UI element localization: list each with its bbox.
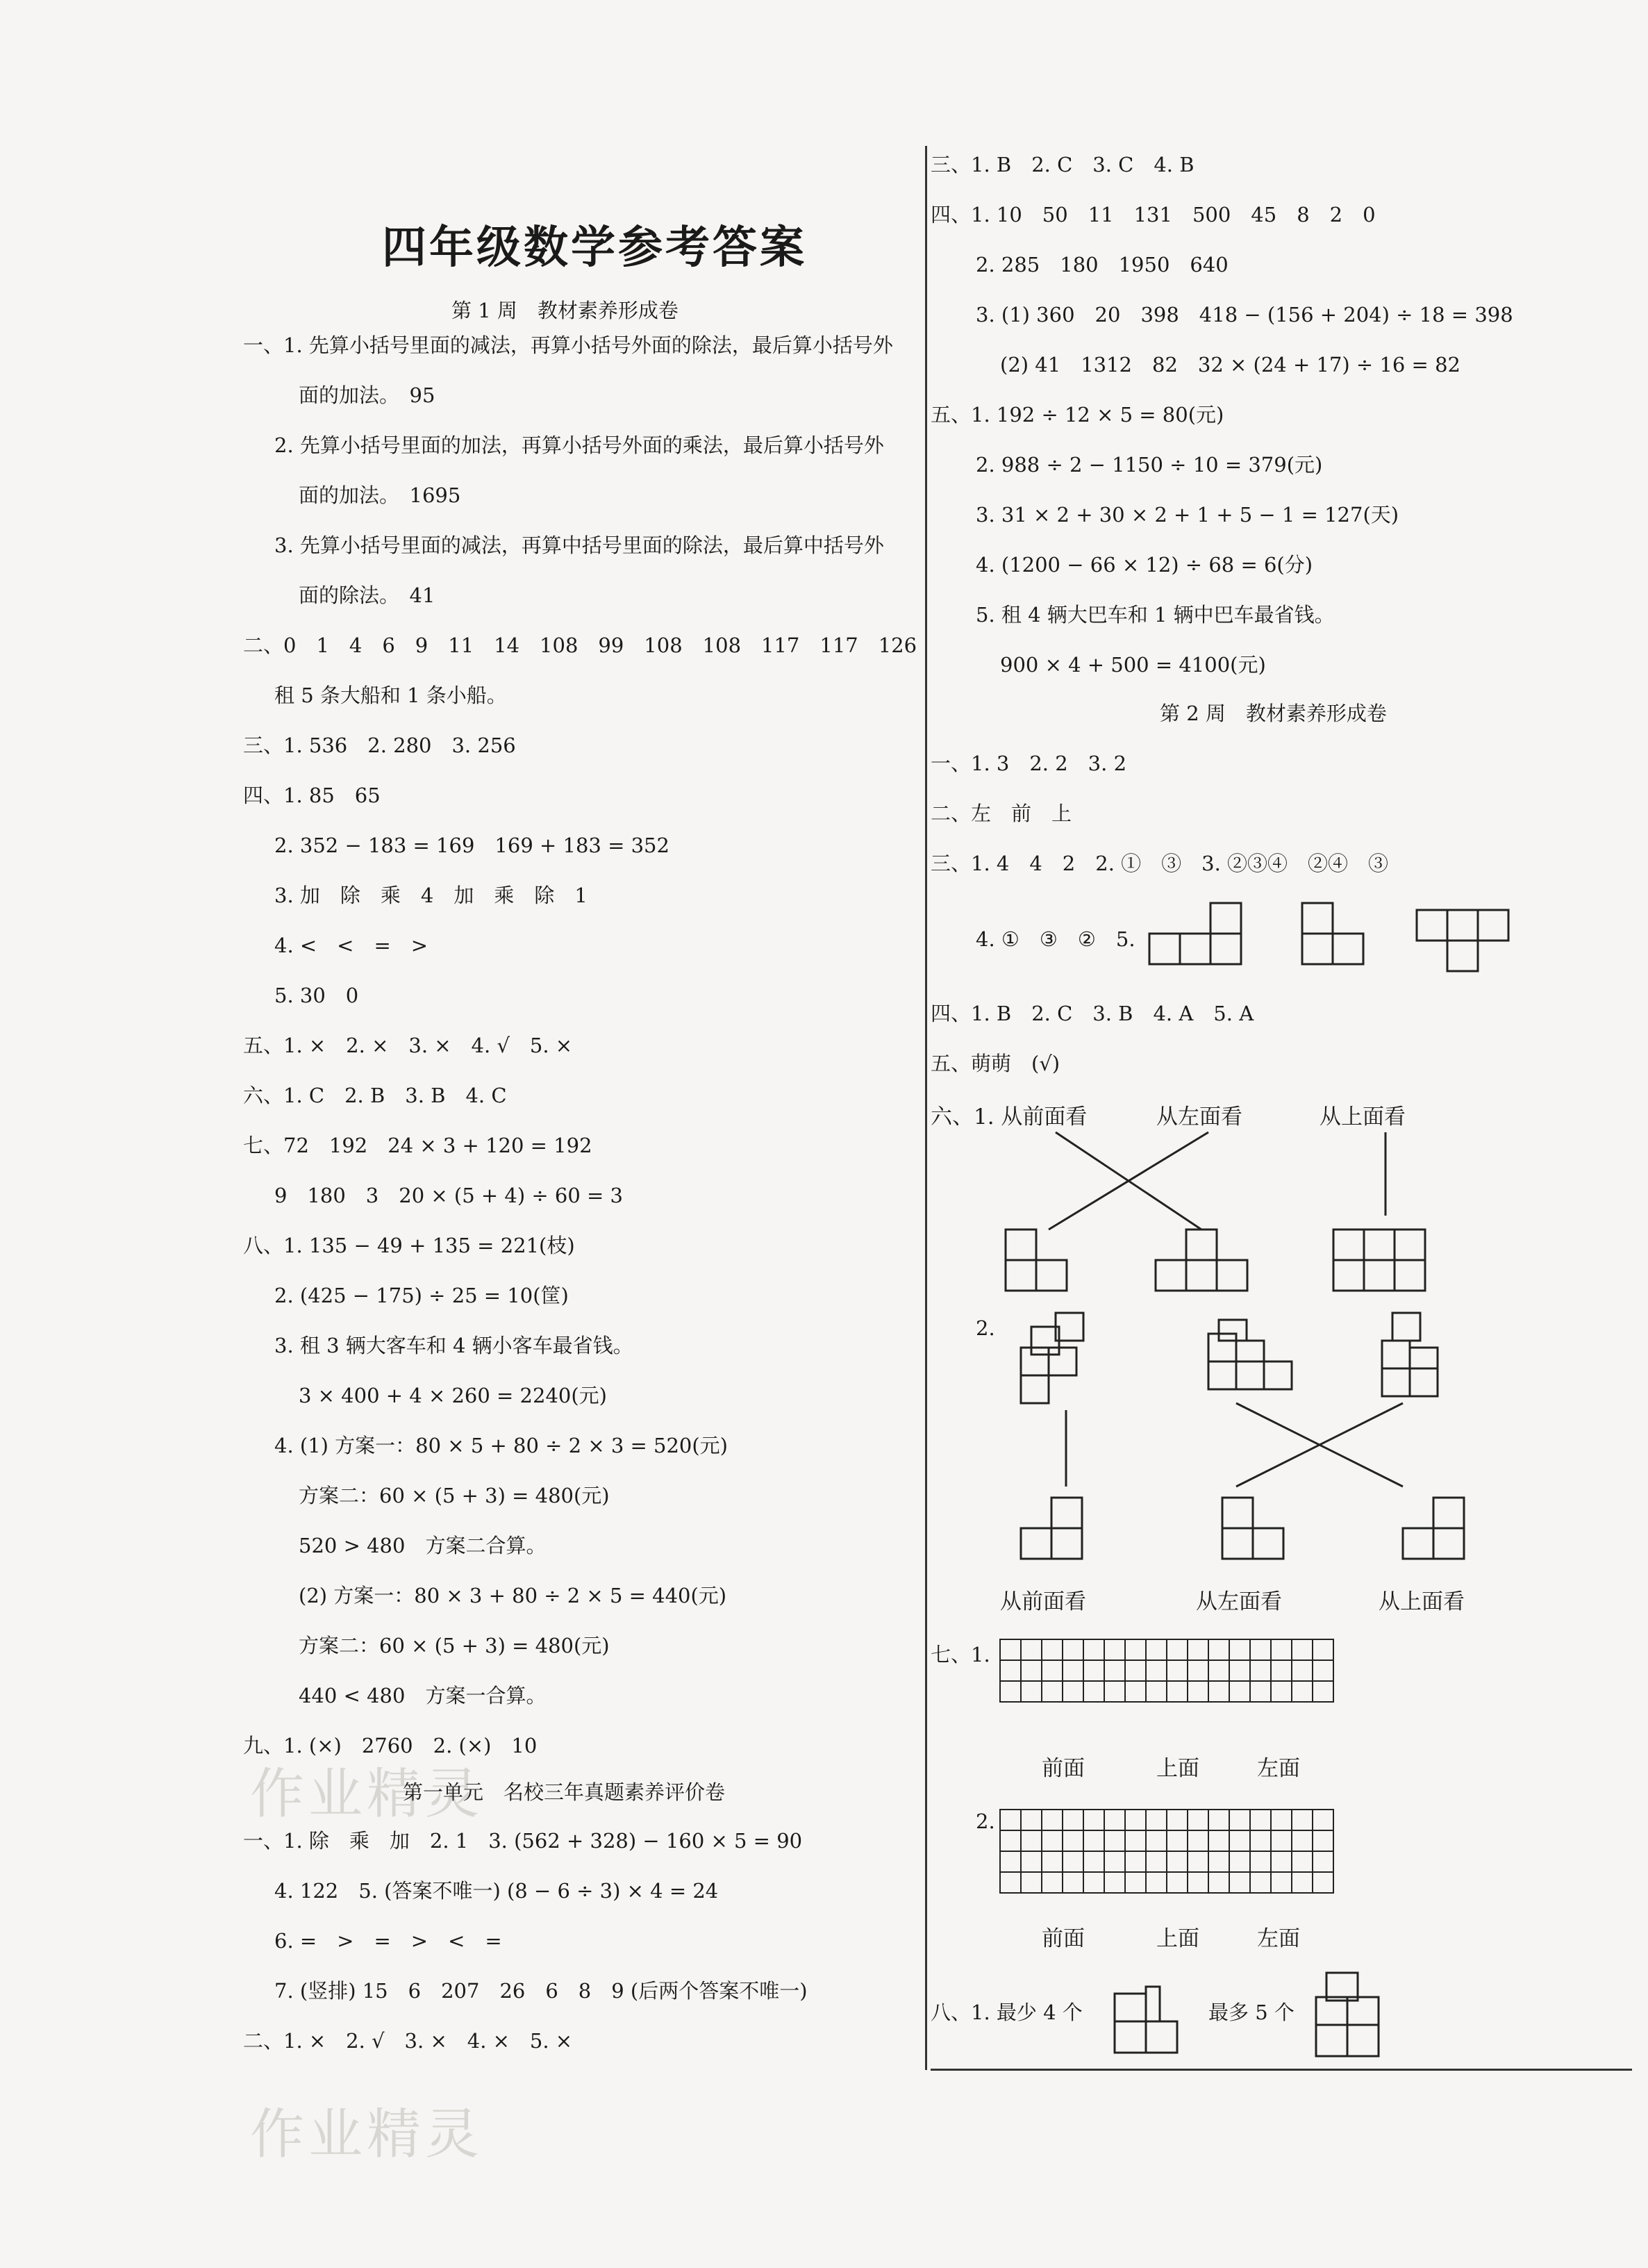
grid-cell [1104,1872,1125,1893]
grid-label-left-2: 左面 [1257,1926,1300,1951]
answer-line: 2. 285 180 1950 640 [976,253,1229,276]
answer-line: 一、1. 3 2. 2 3. 2 [931,752,1127,775]
answer-line: 面的加法。 1695 [299,483,461,507]
grid-cell [1125,1830,1146,1851]
grid-label-top: 上面 [1156,1756,1199,1781]
grid-cell [1271,1830,1292,1851]
grid-answer-1 [1000,1639,1347,1750]
grid-cell [1250,1851,1271,1872]
answer-line: 九、1. (×) 2760 2. (×) 10 [243,1734,538,1757]
answer-line: 3. 租 3 辆大客车和 4 辆小客车最省钱。 [274,1334,633,1357]
grid-cell [1000,1810,1021,1830]
view-label-left: 从左面看 [1156,1104,1242,1129]
grid-cell [1042,1810,1063,1830]
grid-answer-2 [1000,1810,1347,1900]
grid-cell [1271,1660,1292,1681]
answer-line: 八、1. 135 − 49 + 135 = 221(枝) [243,1234,575,1257]
cube-max [1313,1969,1396,2063]
grid-cell [1063,1851,1083,1872]
grid-cell [1125,1810,1146,1830]
grid-cell [1000,1639,1021,1660]
view-label-top-2: 从上面看 [1379,1589,1465,1614]
answer-line: 6. = > = > < = [274,1929,502,1953]
answer-line: 4. 122 5. (答案不唯一) (8 − 6 ÷ 3) × 4 = 24 [274,1879,719,1903]
grid-cell [1250,1660,1271,1681]
answer-line: 最多 5 个 [1208,2001,1295,2024]
answer-line: 4. (1) 方案一：80 × 5 + 80 ÷ 2 × 3 = 520(元) [274,1434,728,1457]
answer-line: 2. [976,1316,995,1340]
grid-cell [1167,1810,1188,1830]
grid-cell [1292,1810,1313,1830]
section-heading: 第 1 周 教材素养形成卷 [451,299,679,322]
grid-cell [1063,1872,1083,1893]
answer-line: 三、1. 536 2. 280 3. 256 [243,734,516,757]
grid-cell [1125,1639,1146,1660]
answer-line: 八、1. 最少 4 个 [931,2001,1083,2024]
grid-cell [1208,1660,1229,1681]
grid-cell [1188,1639,1208,1660]
answer-line: 一、1. 先算小括号里面的减法，再算小括号外面的除法，最后算小括号外 [243,333,893,357]
view-shape-3 [1417,910,1521,972]
grid-cell [1000,1851,1021,1872]
answer-line: 四、1. 85 65 [243,784,381,807]
answer-line: 四、1. B 2. C 3. B 4. A 5. A [931,1002,1254,1025]
grid-cell [1292,1851,1313,1872]
answer-line: 3. 加 除 乘 4 加 乘 除 1 [274,884,588,907]
grid-cell [1250,1830,1271,1851]
answer-line: (2) 41 1312 82 32 × (24 + 17) ÷ 16 = 82 [1000,353,1460,376]
grid-cell [1042,1639,1063,1660]
answer-line: 900 × 4 + 500 = 4100(元) [1000,653,1266,677]
grid-cell [1250,1872,1271,1893]
view-label-top: 从上面看 [1320,1104,1406,1129]
answer-line: 七、72 192 24 × 3 + 120 = 192 [243,1134,592,1157]
grid-cell [1146,1830,1167,1851]
grid-cell [1167,1639,1188,1660]
grid-cell [1229,1660,1250,1681]
grid-cell [1146,1851,1167,1872]
grid-cell [1188,1810,1208,1830]
grid-cell [1021,1639,1042,1660]
grid-cell [1292,1681,1313,1702]
grid-cell [1104,1810,1125,1830]
answer-line: 二、左 前 上 [931,802,1072,825]
answer-line: 2. 先算小括号里面的加法，再算小括号外面的乘法，最后算小括号外 [274,433,884,457]
answer-line: 4. (1200 − 66 × 12) ÷ 68 = 6(分) [976,553,1313,577]
grid-cell [1125,1660,1146,1681]
grid-cell [1229,1681,1250,1702]
grid-cell [1250,1639,1271,1660]
grid-cell [1083,1830,1104,1851]
grid-cell [1125,1681,1146,1702]
grid-cell [1104,1681,1125,1702]
watermark: 作业精灵 [250,2103,484,2166]
grid-cell [1229,1872,1250,1893]
answer-line: 4. ① ③ ② 5. [976,927,1135,951]
grid-cell [1104,1830,1125,1851]
answer-line: 五、1. 192 ÷ 12 × 5 = 80(元) [931,403,1224,427]
answer-line: 2. [976,1810,995,1833]
grid-cell [1146,1681,1167,1702]
grid-cell [1250,1810,1271,1830]
grid-cell [1104,1660,1125,1681]
grid-cell [1313,1810,1333,1830]
answer-line: 五、萌萌 (√) [931,1052,1060,1075]
grid-cell [1167,1851,1188,1872]
grid-cell [1146,1810,1167,1830]
answer-line: 2. 988 ÷ 2 − 1150 ÷ 10 = 379(元) [976,453,1323,477]
grid-cell [1021,1660,1042,1681]
grid-cell [1000,1681,1021,1702]
grid-cell [1146,1639,1167,1660]
grid-cell [1042,1830,1063,1851]
grid-cell [1083,1639,1104,1660]
grid-cell [1313,1660,1333,1681]
answer-line: 方案二：60 × (5 + 3) = 480(元) [299,1484,610,1507]
grid-cell [1063,1639,1083,1660]
grid-cell [1146,1872,1167,1893]
answer-line: 3. 先算小括号里面的减法，再算中括号里面的除法，最后算中括号外 [274,533,884,557]
answer-line: 3. 31 × 2 + 30 × 2 + 1 + 5 − 1 = 127(天) [976,503,1399,527]
grid-cell [1063,1681,1083,1702]
grid-cell [1104,1851,1125,1872]
grid-cell [1229,1830,1250,1851]
grid-cell [1313,1872,1333,1893]
grid-cell [1292,1639,1313,1660]
answer-line: 方案二：60 × (5 + 3) = 480(元) [299,1634,610,1657]
grid-cell [1104,1639,1125,1660]
grid-cell [1229,1810,1250,1830]
section-heading: 第一单元 名校三年真题素养评价卷 [403,1780,726,1804]
grid-cell [1125,1851,1146,1872]
grid-label-left: 左面 [1257,1756,1300,1781]
grid-cell [1208,1639,1229,1660]
answer-line: 面的除法。 41 [299,583,435,607]
grid-cell [1188,1681,1208,1702]
grid-cell [1313,1830,1333,1851]
grid-cell [1063,1830,1083,1851]
answer-line: 二、1. × 2. √ 3. × 4. × 5. × [243,2029,573,2053]
page-title: 四年级数学参考答案 [382,222,807,274]
answer-line: 二、0 1 4 6 9 11 14 108 99 108 108 117 117 126 [243,634,917,657]
answer-line: 5. 租 4 辆大巴车和 1 辆中巴车最省钱。 [976,603,1335,627]
answer-line: 2. 352 − 183 = 169 169 + 183 = 352 [274,834,669,857]
grid-cell [1042,1851,1063,1872]
grid-cell [1021,1872,1042,1893]
grid-cell [1021,1810,1042,1830]
answer-line: 四、1. 10 50 11 131 500 45 8 2 0 [931,203,1376,226]
grid-cell [1000,1830,1021,1851]
answer-line: 7. (竖排) 15 6 207 26 6 8 9 (后两个答案不唯一) [274,1979,808,2003]
grid-cell [1063,1660,1083,1681]
grid-cell [1208,1810,1229,1830]
answer-line: 租 5 条大船和 1 条小船。 [274,684,507,707]
answer-line: 5. 30 0 [274,984,359,1007]
grid-cell [1042,1872,1063,1893]
watermark: 作业精灵 [250,1763,484,1826]
column-divider [925,146,927,2070]
answer-line: 七、1. [931,1643,990,1666]
cube-min [1111,1980,1195,2063]
answer-line: 三、1. 4 4 2 2. ① ③ 3. ②③④ ②④ ③ [931,852,1389,875]
grid-cell [1188,1872,1208,1893]
answer-line: 三、1. B 2. C 3. C 4. B [931,153,1195,176]
grid-cell [1229,1639,1250,1660]
view-label-left-2: 从左面看 [1196,1589,1282,1614]
answer-line: 3. (1) 360 20 398 418 − (156 + 204) ÷ 18 = 398 [976,303,1513,326]
grid-label-front-2: 前面 [1042,1926,1085,1951]
grid-cell [1042,1681,1063,1702]
view-label-front: 六、1. 从前面看 [931,1104,1088,1129]
grid-cell [1313,1639,1333,1660]
bottom-rule [931,2069,1632,2071]
grid-cell [1208,1681,1229,1702]
answer-line: 4. < < = > [274,934,428,957]
grid-cell [1167,1830,1188,1851]
view-shape-2 [1302,903,1372,966]
grid-cell [1083,1681,1104,1702]
grid-cell [1271,1639,1292,1660]
grid-cell [1021,1851,1042,1872]
grid-label-top-2: 上面 [1156,1926,1199,1951]
grid-cell [1292,1830,1313,1851]
grid-cell [1292,1872,1313,1893]
grid-cell [1167,1681,1188,1702]
grid-cell [1042,1660,1063,1681]
grid-cell [1188,1660,1208,1681]
answer-line: 440 < 480 方案一合算。 [299,1684,547,1707]
grid-cell [1000,1660,1021,1681]
grid-cell [1083,1810,1104,1830]
answer-line: 520 > 480 方案二合算。 [299,1534,547,1557]
grid-cell [1083,1660,1104,1681]
matching-diagram-2 [1014,1313,1514,1570]
grid-cell [1208,1851,1229,1872]
answer-line: (2) 方案一：80 × 3 + 80 ÷ 2 × 5 = 440(元) [299,1584,727,1607]
grid-cell [1188,1851,1208,1872]
answer-line: 六、1. C 2. B 3. B 4. C [243,1084,507,1107]
grid-cell [1250,1681,1271,1702]
grid-cell [1021,1681,1042,1702]
grid-label-front: 前面 [1042,1756,1085,1781]
grid-cell [1313,1681,1333,1702]
grid-cell [1229,1851,1250,1872]
grid-cell [1188,1830,1208,1851]
answer-line: 一、1. 除 乘 加 2. 1 3. (562 + 328) − 160 × 5 = 90 [243,1829,803,1853]
grid-cell [1125,1872,1146,1893]
grid-cell [1146,1660,1167,1681]
grid-cell [1083,1872,1104,1893]
answer-line: 3 × 400 + 4 × 260 = 2240(元) [299,1384,607,1407]
matching-diagram-1 [1000,1132,1570,1292]
grid-cell [1292,1660,1313,1681]
grid-cell [1083,1851,1104,1872]
view-shape-1 [1149,903,1254,966]
grid-cell [1167,1660,1188,1681]
grid-cell [1000,1872,1021,1893]
grid-cell [1271,1872,1292,1893]
answer-line: 9 180 3 20 × (5 + 4) ÷ 60 = 3 [274,1184,623,1207]
answer-line: 2. (425 − 175) ÷ 25 = 10(筐) [274,1284,569,1307]
view-label-front-2: 从前面看 [1000,1589,1086,1614]
answer-line: 面的加法。 95 [299,383,435,407]
grid-cell [1271,1851,1292,1872]
section-heading: 第 2 周 教材素养形成卷 [1160,702,1387,725]
grid-cell [1208,1872,1229,1893]
grid-cell [1063,1810,1083,1830]
grid-cell [1021,1830,1042,1851]
grid-cell [1313,1851,1333,1872]
grid-cell [1167,1872,1188,1893]
grid-cell [1271,1681,1292,1702]
grid-cell [1208,1830,1229,1851]
answer-line: 五、1. × 2. × 3. × 4. √ 5. × [243,1034,573,1057]
grid-cell [1271,1810,1292,1830]
